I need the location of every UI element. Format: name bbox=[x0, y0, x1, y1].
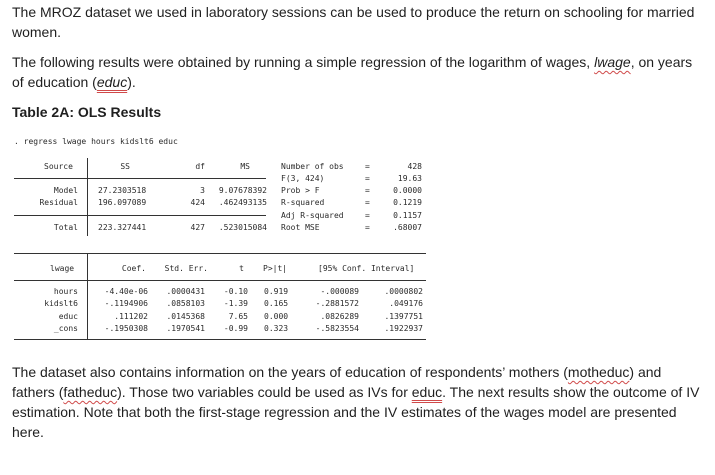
anova-rule-top bbox=[14, 178, 266, 179]
anova-ms-total: .523015084 bbox=[218, 223, 267, 232]
term-educ-2: educ bbox=[411, 384, 443, 400]
intro-paragraph-1: The MROZ dataset we used in laboratory sessions can be used to produce the return on schooling for married women. bbox=[12, 4, 695, 40]
anova-header-ms: MS bbox=[240, 162, 250, 171]
stat-value-nobs: 428 bbox=[407, 162, 422, 171]
intro-text-a: The following results were obtained by running a simple regression of the logarithm of wages, bbox=[12, 54, 595, 70]
term-motheduc: motheduc bbox=[567, 364, 630, 380]
anova-df-total: 427 bbox=[190, 223, 205, 232]
stat-label-adjr2: Adj R-squared bbox=[281, 211, 344, 220]
stat-eq-nobs: = bbox=[365, 162, 370, 171]
stat-value-adjr2: 0.1157 bbox=[393, 211, 422, 220]
coef-p-cons: 0.323 bbox=[264, 324, 289, 333]
coef-se-cons: .1970541 bbox=[166, 324, 205, 333]
stat-label-f: F(3, 424) bbox=[281, 174, 325, 183]
anova-source-model: Model bbox=[53, 186, 78, 195]
stat-eq-adjr2: = bbox=[365, 211, 370, 220]
term-fatheduc: fatheduc bbox=[63, 384, 118, 400]
stat-eq-f: = bbox=[365, 174, 370, 183]
anova-source-residual: Residual bbox=[39, 198, 78, 207]
stat-label-probf: Prob > F bbox=[281, 186, 320, 195]
coef-header-coef: Coef. bbox=[121, 264, 146, 273]
table-title: Table 2A: OLS Results bbox=[12, 104, 162, 120]
stat-eq-probf: = bbox=[365, 186, 370, 195]
coef-value-kidslt6: -.1194906 bbox=[104, 299, 148, 308]
coef-se-hours: .0000431 bbox=[166, 287, 205, 296]
stat-label-rmse: Root MSE bbox=[281, 223, 320, 232]
coef-var-hours: hours bbox=[53, 287, 78, 296]
outro-paragraph bbox=[12, 362, 702, 442]
coef-var-cons: _cons bbox=[53, 324, 78, 333]
coef-rule-bottom bbox=[14, 339, 426, 340]
coef-rule-mid bbox=[14, 280, 426, 281]
coef-t-cons: -0.99 bbox=[223, 324, 248, 333]
coef-var-educ: educ bbox=[58, 312, 78, 321]
coef-hi-kidslt6: .049176 bbox=[389, 299, 423, 308]
coef-t-hours: -0.10 bbox=[223, 287, 248, 296]
stata-command: . regress lwage hours kidslt6 educ bbox=[14, 137, 178, 146]
stat-value-f: 19.63 bbox=[397, 174, 422, 183]
stat-value-probf: 0.0000 bbox=[393, 186, 422, 195]
coef-p-educ: 0.000 bbox=[264, 312, 289, 321]
outro-text-c: ). Those two variables could be used as IVs for bbox=[117, 384, 412, 400]
coef-t-educ: 7.65 bbox=[228, 312, 248, 321]
term-lwage: lwage bbox=[594, 54, 631, 70]
anova-source-total: Total bbox=[53, 223, 78, 232]
coef-value-cons: -.1950308 bbox=[104, 324, 148, 333]
coef-lo-kidslt6: -.2881572 bbox=[315, 299, 359, 308]
coef-p-hours: 0.919 bbox=[264, 287, 289, 296]
term-educ: educ bbox=[96, 74, 128, 90]
anova-df-model: 3 bbox=[200, 186, 205, 195]
coef-hi-hours: .0000802 bbox=[384, 287, 423, 296]
intro-text-b: , on years of education ( bbox=[12, 54, 693, 90]
coef-header-t: t bbox=[239, 264, 244, 273]
coef-header-p: P>|t| bbox=[263, 264, 288, 273]
anova-ss-total: 223.327441 bbox=[98, 223, 147, 232]
coef-se-kidslt6: .0858103 bbox=[166, 299, 205, 308]
coef-lo-cons: -.5823554 bbox=[315, 324, 359, 333]
outro-text-a: The dataset also contains information on the years of education of respondents’ mothers ( bbox=[12, 364, 568, 380]
coef-value-educ: .111202 bbox=[114, 312, 148, 321]
stat-eq-r2: = bbox=[365, 198, 370, 207]
anova-header-ss: SS bbox=[120, 162, 130, 171]
coef-header-ci: [95% Conf. Interval] bbox=[318, 264, 415, 273]
coef-p-kidslt6: 0.165 bbox=[264, 299, 289, 308]
anova-header-source: Source bbox=[44, 162, 73, 171]
coef-rule-vertical bbox=[87, 253, 88, 339]
coef-header-se: Std. Err. bbox=[164, 264, 208, 273]
coef-se-educ: .0145368 bbox=[166, 312, 205, 321]
anova-ss-model: 27.2303518 bbox=[98, 186, 147, 195]
outro-text-b: ) and fathers ( bbox=[12, 364, 662, 400]
coef-var-kidslt6: kidslt6 bbox=[44, 299, 78, 308]
anova-header-df: df bbox=[195, 162, 205, 171]
coef-lo-hours: -.000089 bbox=[320, 287, 359, 296]
anova-rule-mid bbox=[14, 215, 266, 216]
anova-ms-residual: .462493135 bbox=[218, 198, 267, 207]
stat-label-nobs: Number of obs bbox=[281, 162, 344, 171]
outro-text-d: . The next results show the outcome of IV estimation. Note that both the first-stage regression and the IV estimates of the wages model are presented here. bbox=[12, 384, 700, 440]
coef-header-var: lwage bbox=[50, 264, 75, 273]
anova-rule-vertical bbox=[87, 158, 88, 236]
anova-df-residual: 424 bbox=[190, 198, 205, 207]
anova-ms-model: 9.07678392 bbox=[218, 186, 267, 195]
intro-paragraph-2 bbox=[12, 52, 702, 92]
stat-value-rmse: .68007 bbox=[393, 223, 422, 232]
coef-hi-educ: .1397751 bbox=[384, 312, 423, 321]
intro-text-c: ). bbox=[127, 74, 136, 90]
anova-ss-residual: 196.097089 bbox=[98, 198, 147, 207]
stat-eq-rmse: = bbox=[365, 223, 370, 232]
stat-label-r2: R-squared bbox=[281, 198, 325, 207]
coef-rule-top bbox=[14, 253, 426, 254]
coef-value-hours: -4.40e-06 bbox=[104, 287, 148, 296]
coef-hi-cons: .1922937 bbox=[384, 324, 423, 333]
stat-value-r2: 0.1219 bbox=[393, 198, 422, 207]
coef-t-kidslt6: -1.39 bbox=[223, 299, 248, 308]
coef-lo-educ: .0826289 bbox=[320, 312, 359, 321]
